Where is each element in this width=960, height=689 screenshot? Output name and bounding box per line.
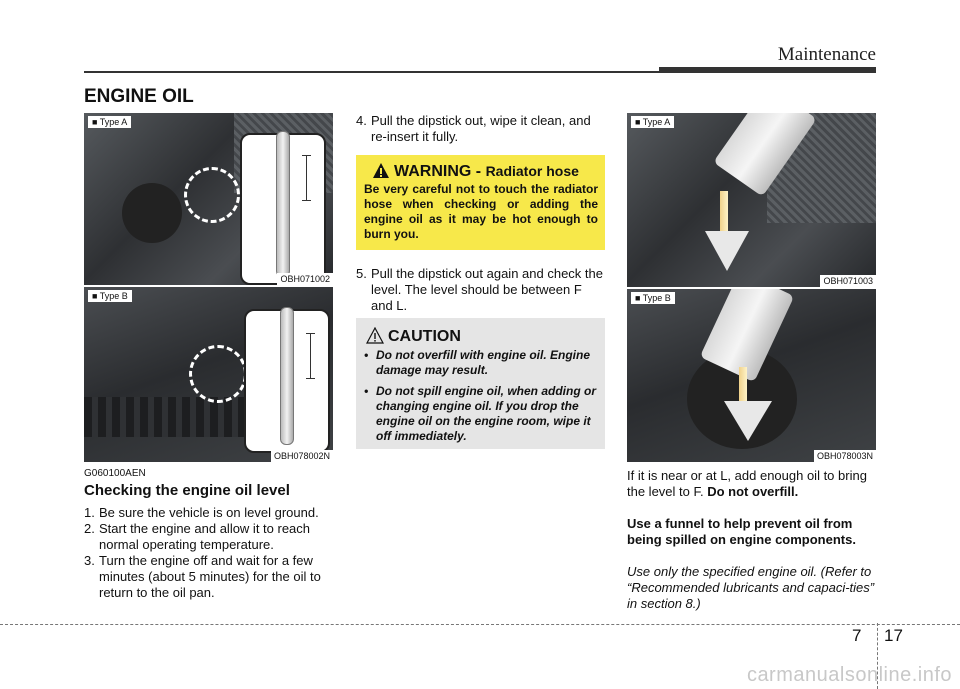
photo-oil-fill-type-b xyxy=(627,289,876,462)
caution-item: • Do not overfill with engine oil. Engine damage may result. xyxy=(364,348,600,378)
subheading: Checking the engine oil level xyxy=(84,482,290,499)
dipstick-tick-upper xyxy=(306,333,315,334)
header-rule-accent xyxy=(659,67,876,73)
dipstick-range-line xyxy=(310,333,311,378)
step-5 xyxy=(356,266,606,314)
dipstick-callout xyxy=(240,133,326,285)
step-text: Turn the engine off and wait for a few minutes (about 5 minutes) for the oil to return to the oil pan. xyxy=(99,553,321,600)
caution-item: • Do not spill engine oil, when adding or changing engine oil. If you drop the engine oil on the engine room, wipe it off immediately. xyxy=(364,384,600,444)
step-number: 5. xyxy=(356,266,367,281)
paragraph-add-oil xyxy=(627,468,877,500)
dipstick-callout xyxy=(244,309,330,453)
step-1 xyxy=(84,505,334,521)
warning-title xyxy=(394,163,579,181)
photo-oil-fill-type-a xyxy=(627,113,876,287)
page-number: 17 xyxy=(884,626,903,645)
warning-box xyxy=(356,155,605,250)
dipstick-location-circle xyxy=(184,167,240,223)
warning-label: WARNING - xyxy=(394,163,482,180)
image-code: OBH071002 xyxy=(277,273,333,285)
step-3 xyxy=(84,553,334,601)
page-heading: ENGINE OIL xyxy=(84,86,194,107)
type-label: ■ Type B xyxy=(88,290,132,302)
warning-subtitle: Radiator hose xyxy=(485,163,579,179)
type-label: ■ Type A xyxy=(88,116,131,128)
dipstick-location-circle xyxy=(189,345,247,403)
dipstick-rod xyxy=(276,131,290,277)
image-code: OBH078003N xyxy=(814,450,876,462)
caution-title: CAUTION xyxy=(388,328,461,345)
paragraph-funnel: Use a funnel to help prevent oil from being spilled on engine components. xyxy=(627,516,856,547)
watermark: carmanualsonline.info xyxy=(746,664,952,686)
photo-dipstick-type-b xyxy=(84,287,333,462)
caution-box xyxy=(356,318,605,449)
air-intake-hose xyxy=(84,397,244,437)
step-number: 3. xyxy=(84,553,95,568)
dipstick-tick-lower xyxy=(302,200,311,201)
chapter-number: 7 xyxy=(852,626,862,645)
step-text: Start the engine and allow it to reach normal operating temperature. xyxy=(99,521,311,552)
dipstick-rod xyxy=(280,307,294,445)
header-rule xyxy=(84,71,659,73)
step-number: 2. xyxy=(84,521,95,536)
step-text: Pull the dipstick out, wipe it clean, and re-insert it fully. xyxy=(371,113,591,144)
step-text: Be sure the vehicle is on level ground. xyxy=(99,505,319,520)
type-label: ■ Type B xyxy=(631,292,675,304)
footer-rule xyxy=(0,624,960,625)
caution-list xyxy=(364,348,600,450)
warning-text: Be very careful not to touch the radiator hose when checking or adding the engine oil as it may be hot enough to burn you. xyxy=(364,182,598,241)
photo-dipstick-type-a xyxy=(84,113,333,285)
paragraph-text: If it is near or at L, add enough oil to bring the level to F. xyxy=(627,468,867,499)
funnel xyxy=(705,231,749,271)
step-text: Pull the dipstick out again and check the level. The level should be between F and L. xyxy=(371,266,603,313)
section-title: Maintenance xyxy=(777,44,876,65)
dipstick-range-line xyxy=(306,155,307,200)
reference-code: G060100AEN xyxy=(84,468,146,479)
dipstick-tick-upper xyxy=(302,155,311,156)
type-label: ■ Type A xyxy=(631,116,674,128)
paragraph-specified-oil: Use only the specified engine oil. (Refer to “Recommended lubricants and capaci-ties” in section 8.) xyxy=(627,564,875,611)
step-4 xyxy=(356,113,606,145)
image-code: OBH071003 xyxy=(820,275,876,287)
warning-triangle-icon xyxy=(372,162,390,179)
oil-filler-cap xyxy=(122,183,182,243)
step-number: 1. xyxy=(84,505,95,520)
caution-triangle-icon xyxy=(366,327,384,344)
funnel xyxy=(724,401,772,441)
step-2 xyxy=(84,521,334,553)
dipstick-tick-lower xyxy=(306,378,315,379)
image-code: OBH078002N xyxy=(271,450,333,462)
paragraph-emphasis: Do not overfill. xyxy=(707,484,799,499)
step-number: 4. xyxy=(356,113,367,128)
